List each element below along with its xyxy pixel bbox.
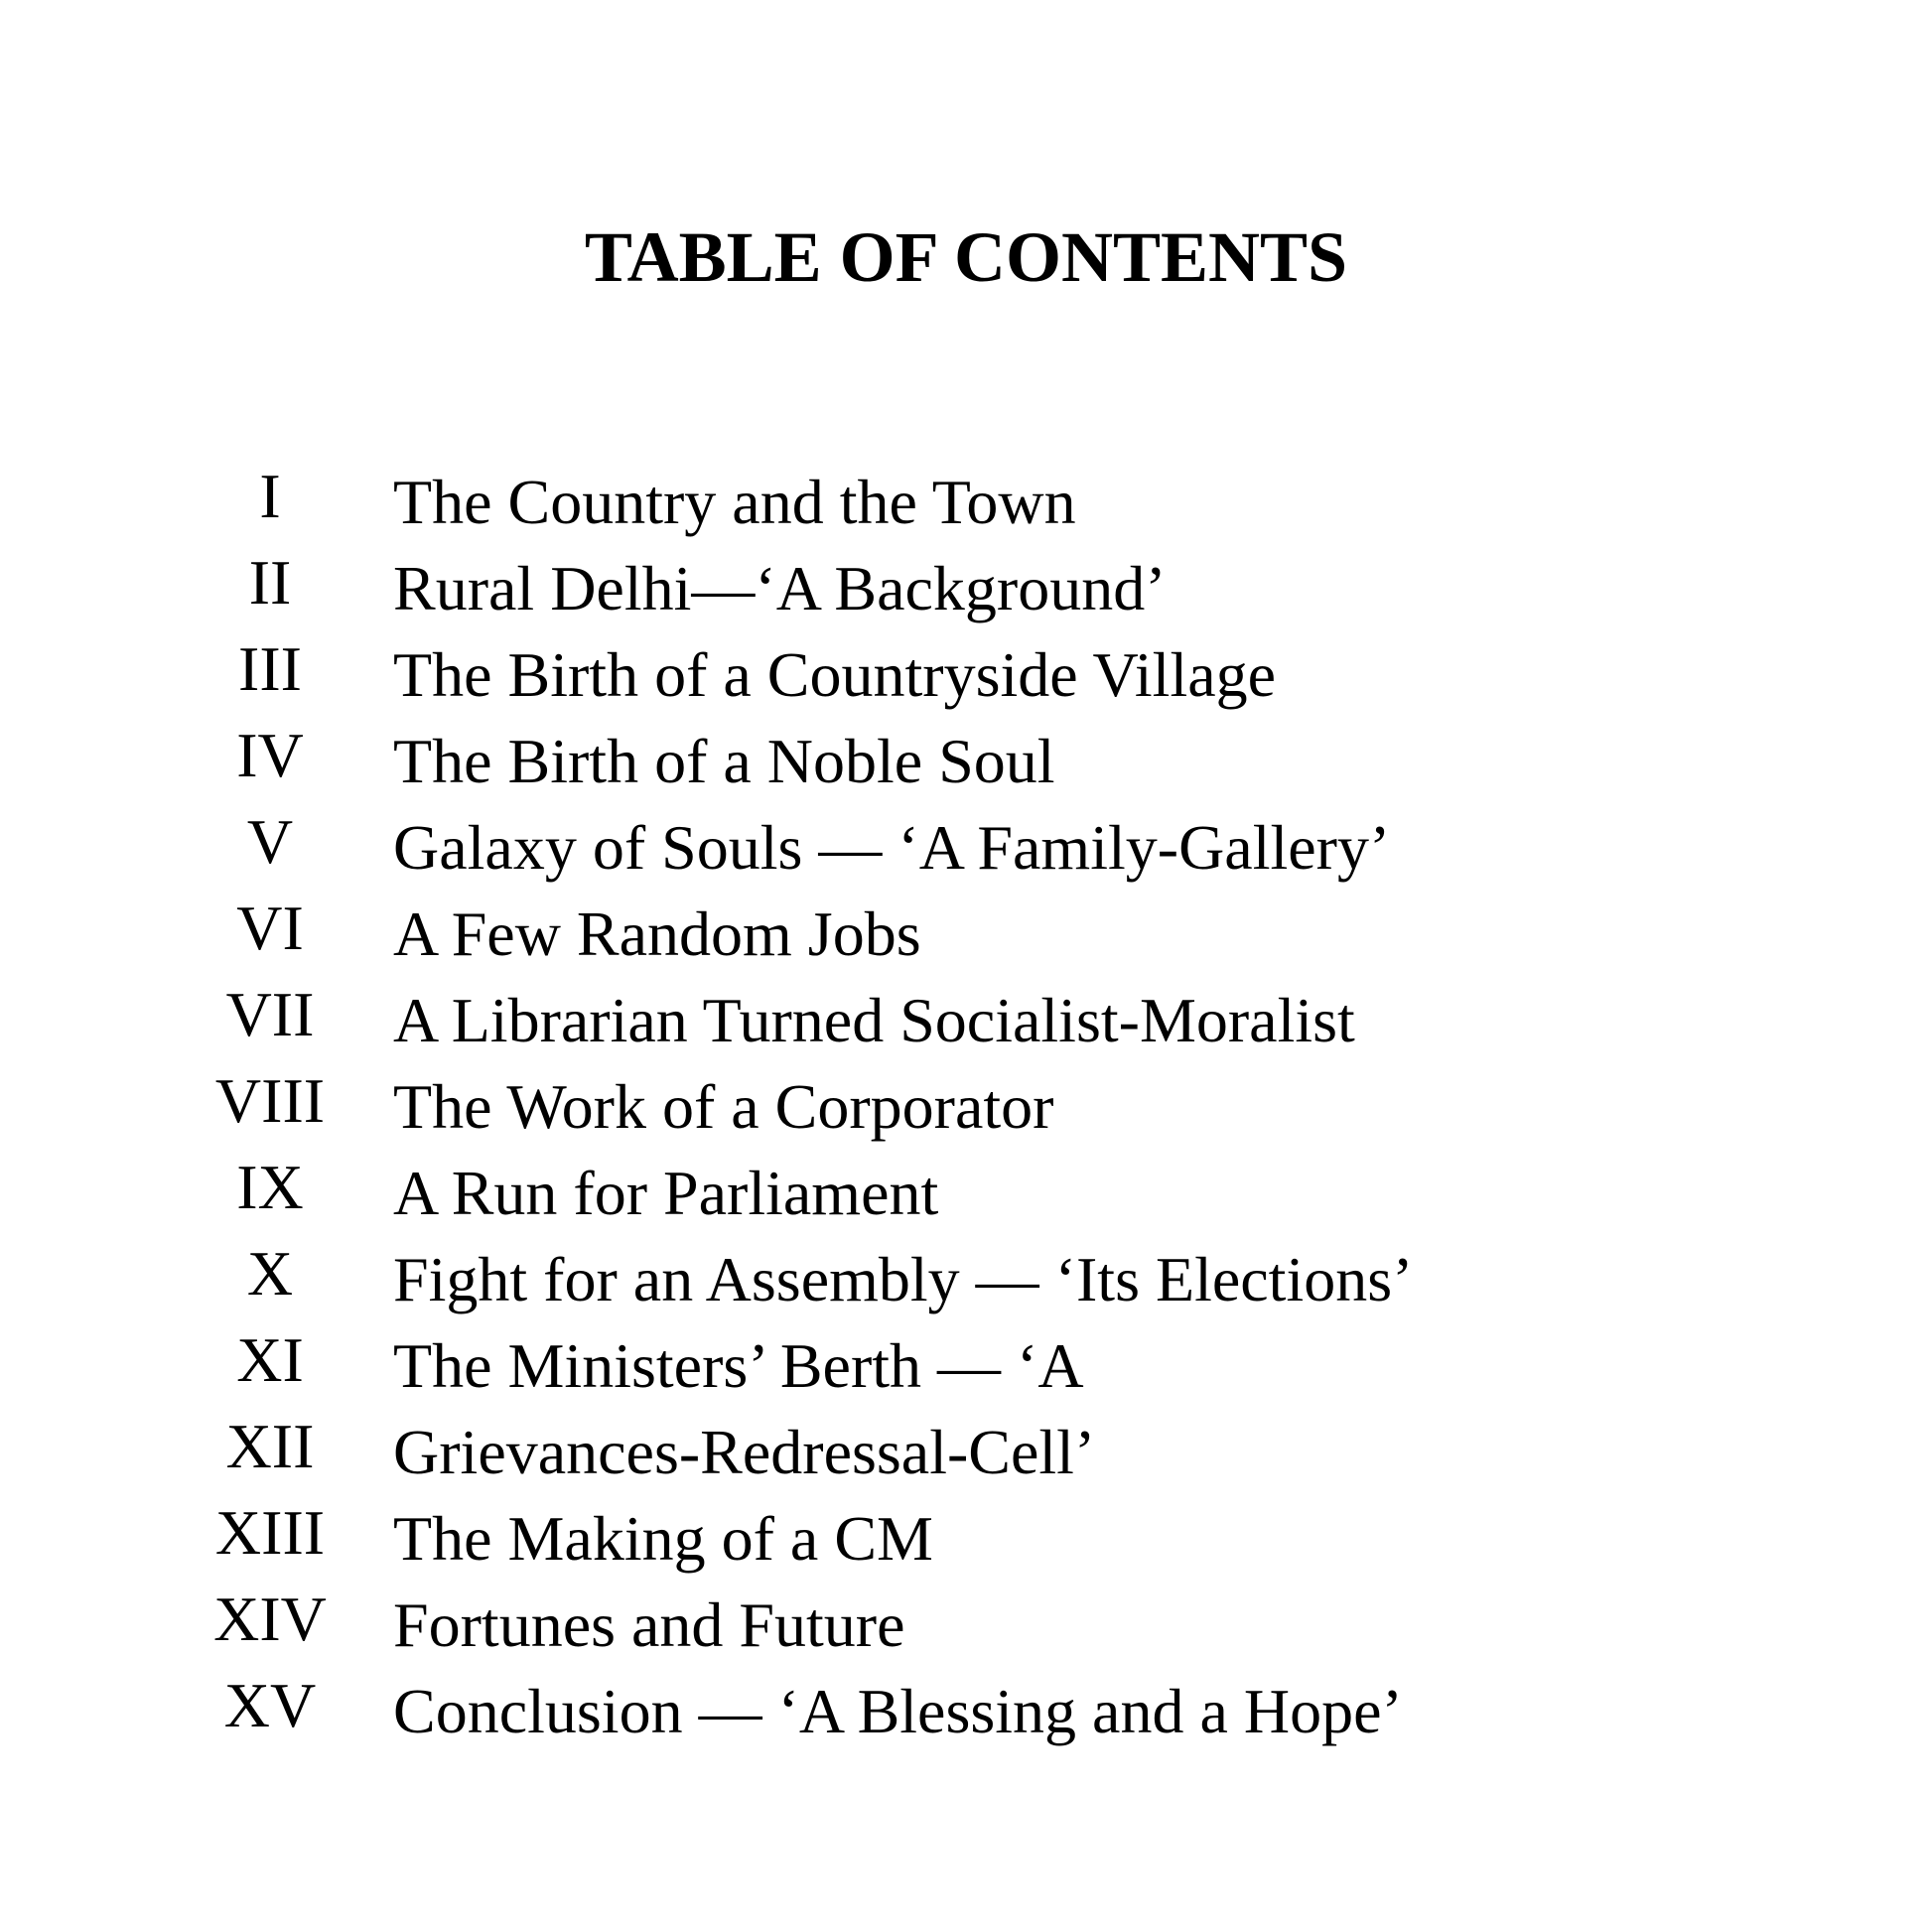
chapter-number: XI — [236, 1324, 304, 1395]
chapter-number: VI — [236, 893, 304, 963]
chapter-number: XV — [223, 1670, 317, 1740]
chapter-number: X — [246, 1238, 294, 1309]
toc-entry — [0, 459, 1932, 545]
chapter-number: V — [246, 806, 294, 877]
chapter-title: Conclusion — ‘A Blessing and a Hope’ — [393, 1676, 1403, 1746]
toc-entry — [0, 977, 1932, 1063]
chapter-title: Galaxy of Souls — ‘A Family-Gallery’ — [393, 812, 1391, 883]
chapter-number: XIV — [213, 1584, 327, 1654]
page-title: TABLE OF CONTENTS — [584, 217, 1348, 297]
toc-entry — [0, 1409, 1932, 1495]
chapter-title: Fight for an Assembly — ‘Its Elections’ — [393, 1244, 1414, 1314]
chapter-number: I — [259, 461, 281, 531]
toc-entry — [0, 1495, 1932, 1582]
chapter-title: The Country and the Town — [393, 467, 1076, 537]
toc-entry — [0, 1236, 1932, 1322]
chapter-title: The Making of a CM — [393, 1503, 933, 1574]
toc-entry — [0, 1322, 1932, 1409]
chapter-title: A Run for Parliament — [393, 1158, 939, 1228]
chapter-title: A Few Random Jobs — [393, 898, 921, 969]
chapter-number: XIII — [214, 1497, 326, 1568]
toc-list — [0, 459, 1932, 1754]
toc-entry — [0, 891, 1932, 977]
chapter-title: Fortunes and Future — [393, 1589, 905, 1660]
chapter-number: VII — [225, 979, 315, 1049]
chapter-number: III — [238, 633, 302, 704]
toc-entry — [0, 1150, 1932, 1236]
toc-entry — [0, 1063, 1932, 1150]
toc-entry — [0, 1668, 1932, 1754]
chapter-number: VIII — [214, 1065, 326, 1136]
chapter-title: The Work of a Corporator — [393, 1071, 1054, 1142]
chapter-title: The Birth of a Noble Soul — [393, 726, 1055, 796]
chapter-number: II — [248, 547, 292, 618]
chapter-title: A Librarian Turned Socialist-Moralist — [393, 985, 1355, 1055]
chapter-title: The Ministers’ Berth — ‘A — [393, 1330, 1084, 1401]
toc-entry — [0, 545, 1932, 631]
toc-entry — [0, 631, 1932, 718]
chapter-number: IV — [236, 720, 304, 790]
toc-entry — [0, 1582, 1932, 1668]
chapter-title: Rural Delhi—‘A Background’ — [393, 553, 1167, 623]
chapter-number: IX — [236, 1152, 304, 1222]
toc-entry — [0, 718, 1932, 804]
chapter-title: The Birth of a Countryside Village — [393, 639, 1277, 710]
toc-entry — [0, 804, 1932, 891]
chapter-number: XII — [225, 1411, 315, 1481]
chapter-title: Grievances-Redressal-Cell’ — [393, 1417, 1096, 1487]
